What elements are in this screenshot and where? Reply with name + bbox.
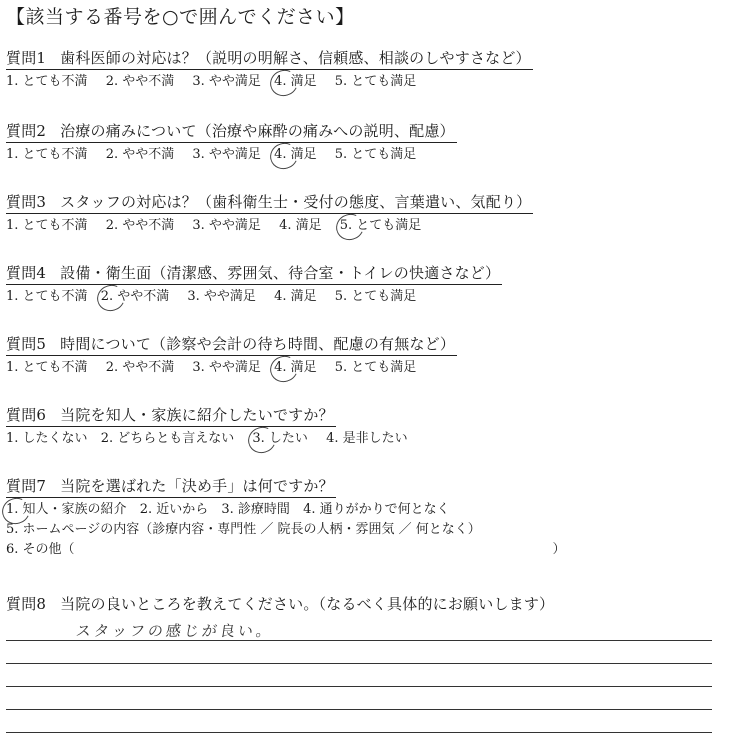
question-1-title — [6, 48, 533, 70]
question-6 — [6, 405, 422, 448]
q3-option-4[interactable]: 4. 満足 — [279, 218, 322, 233]
question-8 — [6, 594, 556, 615]
question-8-text: 当院の良いところを教えてください。（なるべく具体的にお願いします） — [60, 595, 555, 613]
answer-line — [6, 641, 712, 664]
question-8-number: 質問8 — [6, 595, 47, 613]
question-4-options — [6, 288, 502, 306]
q7-option-1-selected[interactable]: 1. 知人・家族の紹介 — [6, 502, 127, 517]
question-6-number: 質問6 — [6, 406, 47, 424]
question-7-number: 質問7 — [6, 477, 47, 495]
question-3-number: 質問3 — [6, 193, 47, 211]
q6-option-4[interactable]: 4. 是非したい — [326, 431, 408, 446]
q1-option-4-selected[interactable]: 4. 満足 — [274, 74, 317, 89]
question-7-text: 当院を選ばれた「決め手」は何ですか？ — [60, 477, 334, 495]
q4-option-4[interactable]: 4. 満足 — [274, 289, 317, 304]
q3-option-3[interactable]: 3. やや満足 — [192, 218, 261, 233]
question-2 — [6, 121, 457, 164]
question-5 — [6, 334, 457, 377]
question-4-text: 設備・衛生面（清潔感、雰囲気、待合室・トイレの快適さなど） — [60, 264, 501, 282]
question-7 — [6, 476, 566, 559]
q6-option-1[interactable]: 1. したくない — [6, 431, 88, 446]
question-3 — [6, 192, 533, 235]
answer-line — [6, 687, 712, 710]
question-2-text: 治療の痛みについて（治療や麻酔の痛みへの説明、配慮） — [60, 122, 455, 140]
q2-option-4-selected[interactable]: 4. 満足 — [274, 147, 317, 162]
question-5-number: 質問5 — [6, 335, 47, 353]
q3-option-1[interactable]: 1. とても不満 — [6, 218, 88, 233]
q7-option-3[interactable]: 3. 診療時間 — [221, 502, 290, 517]
question-8-title — [6, 594, 556, 615]
question-5-title — [6, 334, 457, 356]
q7-option-6-close: ） — [552, 542, 566, 557]
q5-option-4-selected[interactable]: 4. 満足 — [274, 360, 317, 375]
q7-option-4[interactable]: 4. 通りがかりで何となく — [303, 502, 450, 517]
q1-option-2[interactable]: 2. やや不満 — [105, 74, 175, 89]
question-7-options-row-3 — [6, 541, 566, 559]
question-5-options — [6, 359, 457, 377]
q5-option-5[interactable]: 5. とても満足 — [334, 360, 417, 375]
q1-option-5[interactable]: 5. とても満足 — [334, 74, 417, 89]
question-2-title — [6, 121, 457, 143]
question-3-options — [6, 217, 533, 235]
q5-option-2[interactable]: 2. やや不満 — [105, 360, 175, 375]
question-3-text: スタッフの対応は？（歯科衛生士・受付の態度、言葉遣い、気配り） — [60, 193, 532, 211]
answer-line — [6, 710, 712, 733]
q2-option-2[interactable]: 2. やや不満 — [105, 147, 175, 162]
q2-option-1[interactable]: 1. とても不満 — [6, 147, 88, 162]
q3-option-2[interactable]: 2. やや不満 — [105, 218, 175, 233]
question-7-title — [6, 476, 336, 498]
q2-option-3[interactable]: 3. やや満足 — [192, 147, 261, 162]
q6-option-3-selected[interactable]: 3. したい — [252, 431, 308, 446]
q4-option-5[interactable]: 5. とても満足 — [334, 289, 417, 304]
question-1-text: 歯科医師の対応は？（説明の明解さ、信頼感、相談のしやすさなど） — [60, 49, 531, 67]
question-6-text: 当院を知人・家族に紹介したいですか？ — [60, 406, 334, 424]
q1-option-3[interactable]: 3. やや満足 — [192, 74, 261, 89]
q7-option-2[interactable]: 2. 近いから — [139, 502, 209, 517]
question-5-text: 時間について（診察や会計の待ち時間、配慮の有無など） — [60, 335, 456, 353]
question-2-number: 質問2 — [6, 122, 47, 140]
question-6-options — [6, 430, 422, 448]
question-4-title — [6, 263, 502, 285]
q7-option-6[interactable]: 6. その他（ — [6, 542, 75, 557]
question-1 — [6, 48, 533, 91]
q2-option-5[interactable]: 5. とても満足 — [334, 147, 417, 162]
q5-option-3[interactable]: 3. やや満足 — [192, 360, 261, 375]
question-7-options-row-2 — [6, 521, 566, 539]
q6-option-2[interactable]: 2. どちらとも言えない — [100, 431, 235, 446]
instruction-header: 【該当する番号を○で囲んでください】 — [6, 6, 355, 28]
q3-option-5-selected[interactable]: 5. とても満足 — [339, 218, 422, 233]
question-4 — [6, 263, 502, 306]
answer-line — [6, 664, 712, 687]
q7-option-5[interactable]: 5. ホームページの内容（診療内容・専門性 ／ 院長の人柄・雰囲気 ／ 何となく） — [6, 522, 481, 537]
question-7-options-row-1 — [6, 501, 566, 519]
question-1-options — [6, 73, 533, 91]
question-4-number: 質問4 — [6, 264, 47, 282]
q5-option-1[interactable]: 1. とても不満 — [6, 360, 88, 375]
question-1-number: 質問1 — [6, 49, 47, 67]
question-2-options — [6, 146, 457, 164]
q1-option-1[interactable]: 1. とても不満 — [6, 74, 88, 89]
question-3-title — [6, 192, 533, 214]
handwritten-answer: スタッフの感じが良い。 — [74, 622, 276, 640]
q4-option-2-selected[interactable]: 2. やや不満 — [100, 289, 170, 304]
question-6-title — [6, 405, 336, 427]
q4-option-1[interactable]: 1. とても不満 — [6, 289, 88, 304]
q4-option-3[interactable]: 3. やや満足 — [187, 289, 256, 304]
